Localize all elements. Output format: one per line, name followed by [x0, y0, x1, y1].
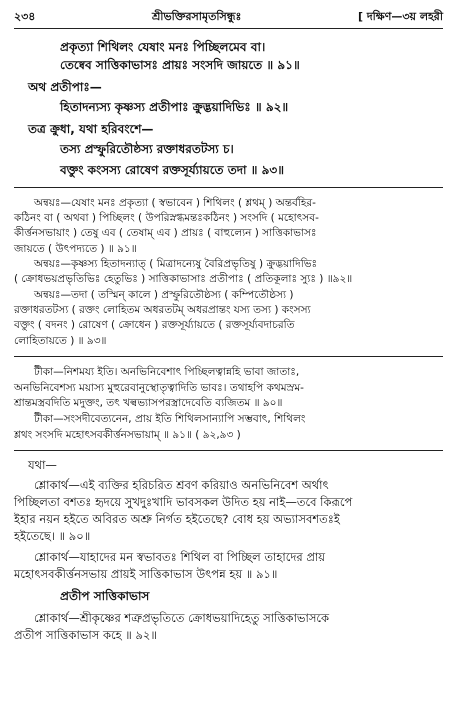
section-heading: অথ প্রতীপাঃ— [28, 80, 102, 94]
anvaya-line: অন্বয়ঃ—তদা ( তস্মিন্ কালে ) প্রস্ফুরিতৌষ্ঠস্য ( কম্পিতৌষ্ঠস্য ) [34, 289, 294, 301]
section-heading: তত্র ক্রুধা, যথা হরিবংশে— [28, 122, 154, 136]
anvaya-line: কঠিনং বা ( অথবা ) পিচ্ছিলং ( উপরিস্নগ্ধমন্তঃকঠিনং ) সংসদি ( মহোৎসব- [14, 212, 319, 224]
anvaya-line: বক্তুং ( বদনং ) রোষেণ ( ক্রোধেন ) রক্তসূর্য্যায়তে ( রক্তসূর্য্যবদাচরতি [14, 319, 295, 331]
anvaya-line: ( ক্রোধভয়প্রভৃতিভিঃ হেতুভিঃ ) সাত্তিকাভাসাঃ প্রতীপাঃ ( প্রতিকূলাঃ স্যুঃ ) ॥৯২॥ [14, 273, 353, 285]
translation-line: মহোৎসবকীর্ত্তনসভায় প্রায়ই সাত্তিকাভাস উৎপন্ন হয় ॥ ৯১॥ [14, 567, 278, 581]
translation-line: হইতেছে। ॥ ৯০॥ [14, 529, 91, 543]
verse-line: প্রকৃত্যা শিথিলং যেষাং মনঃ পিচ্ছিলমেব বা। [60, 40, 266, 54]
verse-line: হিতাদন্যস্য কৃষ্ণস্য প্রতীপাঃ ক্রুদ্ভয়াদিভিঃ ॥ ৯২॥ [60, 100, 289, 114]
anvaya-line: লোহিতায়তে ) ॥ ৯৩॥ [14, 335, 107, 347]
translation-line: ইহার নয়ন হইতে অবিরত অশ্রু নির্গত হইতেছে? বোধ হয় অভ্যাসবশতঃই [14, 512, 340, 526]
header-rule [14, 28, 443, 29]
verse-line: তেষ্বেব সাত্তিকাভাসঃ প্রায়ঃ সংসদি জায়তে ॥ ৯১॥ [60, 58, 300, 72]
book-title: শ্রীভক্তিরসামৃতসিন্ধুঃ [152, 10, 242, 23]
section-divider [14, 356, 443, 357]
anvaya-line: অন্বয়ঃ—যেষাং মনঃ প্রকৃত্যা ( স্বভাবেন ) শিথিলং ( শ্লথম্ ) অন্তর্বহির- [34, 197, 316, 209]
tika-line: টীকা—সংসদীবেত্যনেন, প্রায় ইতি শিথিলসান্যাপি সম্ভবাৎ, শিথিলং [34, 413, 306, 425]
anvaya-line: কীর্ত্তনসভায়াং ) তেষু এব ( তেষাম্ এব ) প্রায়ঃ ( বাহুল্যেন ) সাত্তিকাভাসঃ [14, 227, 317, 239]
section-divider [14, 450, 443, 451]
section-divider [14, 187, 443, 188]
translation-line: পিচ্ছিলতা বশতঃ হৃদয়ে সুখদুঃখাদি ভাবসকল উদিত হয় নাই—তবে কিরূপে [14, 495, 353, 509]
section-heading: প্রতীপ সাত্তিকাভাস [60, 589, 150, 603]
tika-line: শ্লথং সংসদি মহোৎসবকীর্ত্তনসভায়াম্ ॥ ৯১॥ ( ৯২,৯৩ ) [14, 429, 241, 441]
anvaya-line: রক্তাধরতটস্য ( রক্তং লোহিতম অধরতটম্ অধরপ্রান্তং যস্য তস্য ) কংসস্য [14, 304, 311, 316]
tika-line: অনভিনিবেশস্য ময়াস্য মুহুরেবানুস্থোতৃত্বাদিতি ভাবঃ। তথাহপি কথমস্রম- [14, 382, 304, 394]
anvaya-line: অন্বয়ঃ—কৃষ্ণস্য হিতাদন্যাত্ ( মিত্রাদন্যেষু বৈরিপ্রভৃতিষু ) ক্রুদ্ভয়াদিভিঃ [34, 258, 318, 270]
translation-line: শ্লোকার্থ—শ্রীকৃষ্ণের শত্রুপ্রভৃতিতে ক্রোধভয়াদিহেতু সাত্তিকাভাসকে [34, 611, 330, 625]
verse-line: তস্য প্রস্ফুরিতৌষ্ঠস্য রক্তাধরতটস্য চ। [60, 142, 234, 156]
translation-line: শ্লোকার্থ—এই ব্যক্তির হরিচরিত শ্রবণ করিয়াও অনভিনিবেশ অর্থাৎ [34, 478, 329, 492]
anvaya-line: জায়তে ( উৎপদ্যতে ) ॥ ৯১॥ [14, 243, 137, 255]
verse-line: বক্তুং কংসস্য রোষেণ রক্তসূর্য্যায়তে তদা ॥ ৯৩॥ [60, 163, 285, 177]
tika-line: টীকা—নিশময্য ইতি। অনভিনিবেশাৎ পিচ্ছিলত্বান্নহি ভাবা জাতাঃ, [34, 366, 300, 378]
page-number: ২৩৪ [14, 10, 36, 23]
translation-line: প্রতীপ সাত্তিকাভাস কহে ॥ ৯২॥ [14, 628, 157, 642]
tika-line: শ্রান্তমস্ত্রবদিতি মদুক্তং, তৎ খল্বভ্যাসপরস্ত্রাদেবেতি ব্যজিতম ॥ ৯০॥ [14, 397, 283, 409]
running-header [14, 8, 443, 26]
translation-line: শ্লোকার্থ—যাহাদের মন স্বভাবতঃ শিথিল বা পিচ্ছিল তাহাদের প্রায় [34, 550, 326, 564]
section-label: [ দক্ষিণ—৩য় লহরী [358, 10, 443, 23]
section-heading: যথা— [28, 458, 57, 472]
